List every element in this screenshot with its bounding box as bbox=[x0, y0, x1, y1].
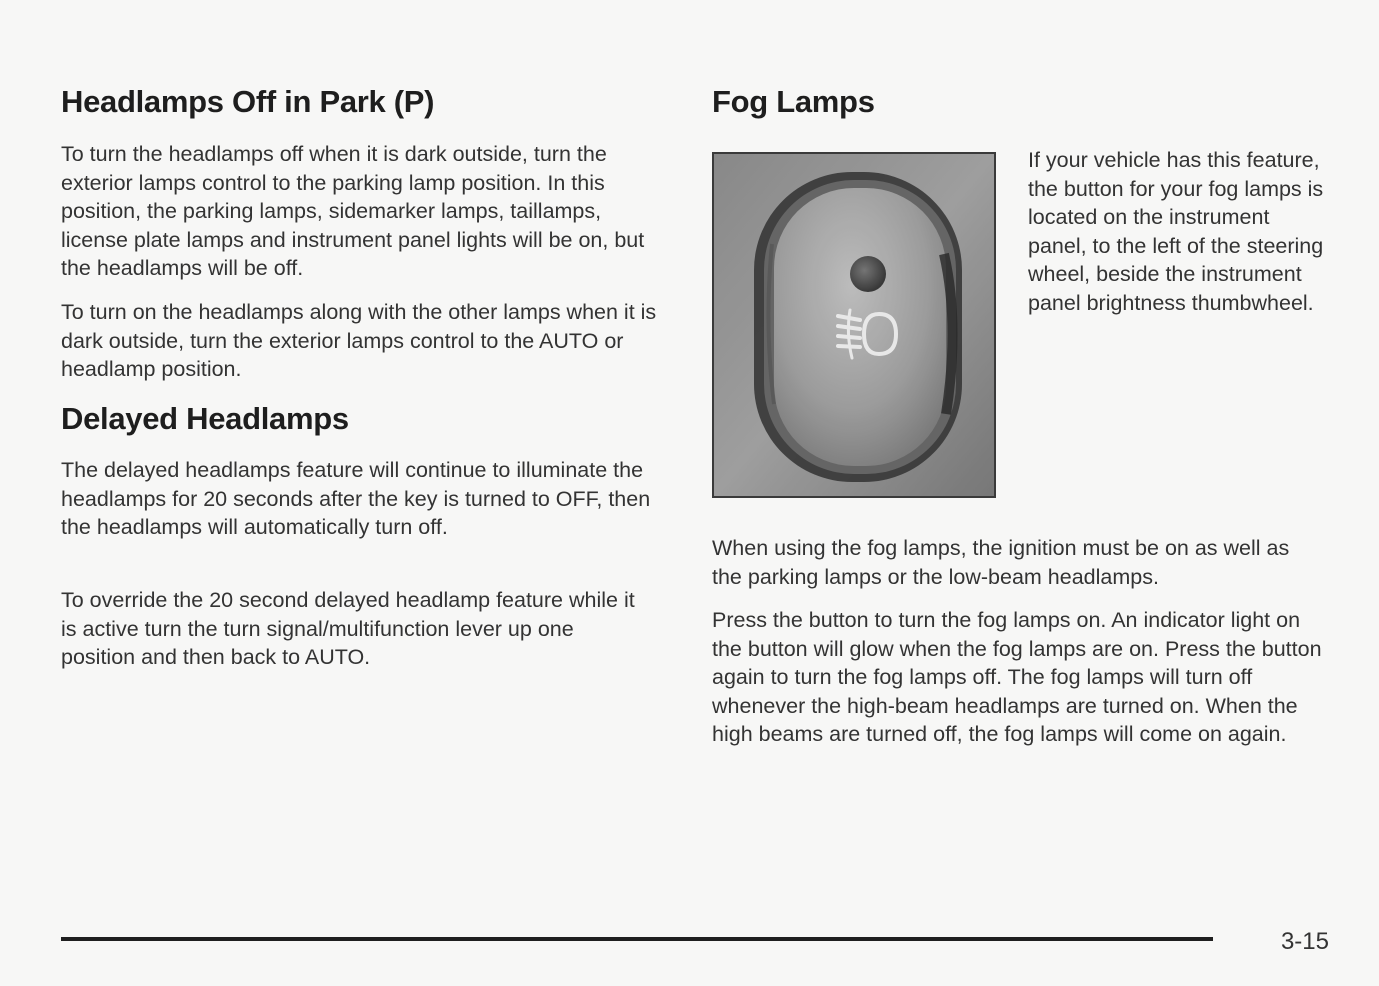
heading-headlamps-off-in-park: Headlamps Off in Park (P) bbox=[61, 84, 435, 119]
paragraph-fog-lamp-location: If your vehicle has this feature, the button for your fog lamps is located on the instrument panel, to the left of the steering wheel, beside the instrument panel brightness thumbwheel. bbox=[1028, 148, 1324, 315]
heading-delayed-headlamps: Delayed Headlamps bbox=[61, 401, 349, 436]
paragraph-delayed-headlamps: The delayed headlamps feature will continue to illuminate the headlamps for 20 seconds after the key is turned to OFF, then the headlamps will automatically turn off. bbox=[61, 458, 651, 540]
paragraph-headlamps-off: To turn the headlamps off when it is dark outside, turn the exterior lamps control to the parking lamp position. In this position, the parking lamps, sidemarker lamps, taillamps, license plate lamps and instrument panel lights will be on, but the headlamps will be off. bbox=[61, 142, 645, 281]
footer-rule bbox=[61, 937, 1213, 941]
page-number: 3-15 bbox=[1280, 928, 1329, 955]
fog-lamp-button-photo bbox=[712, 152, 996, 498]
paragraph-override-delay: To override the 20 second delayed headlamp feature while it is active turn the turn signal/multifunction lever up one position and then back to AUTO. bbox=[61, 588, 635, 670]
paragraph-fog-lamp-requirements: When using the fog lamps, the ignition must be on as well as the parking lamps or the low-beam headlamps. bbox=[712, 536, 1290, 589]
heading-fog-lamps: Fog Lamps bbox=[712, 84, 875, 119]
paragraph-headlamps-on: To turn on the headlamps along with the other lamps when it is dark outside, turn the exterior lamps control to the AUTO or headlamp position. bbox=[61, 300, 657, 382]
paragraph-fog-lamp-operation: Press the button to turn the fog lamps on. An indicator light on the button will glow when the fog lamps are on. Press the button again to turn the fog lamps off. The fog lamps will turn off whenever the high-beam headlamps are turned on. When the high beams are turned off, the fog lamps will come on again. bbox=[712, 608, 1322, 747]
